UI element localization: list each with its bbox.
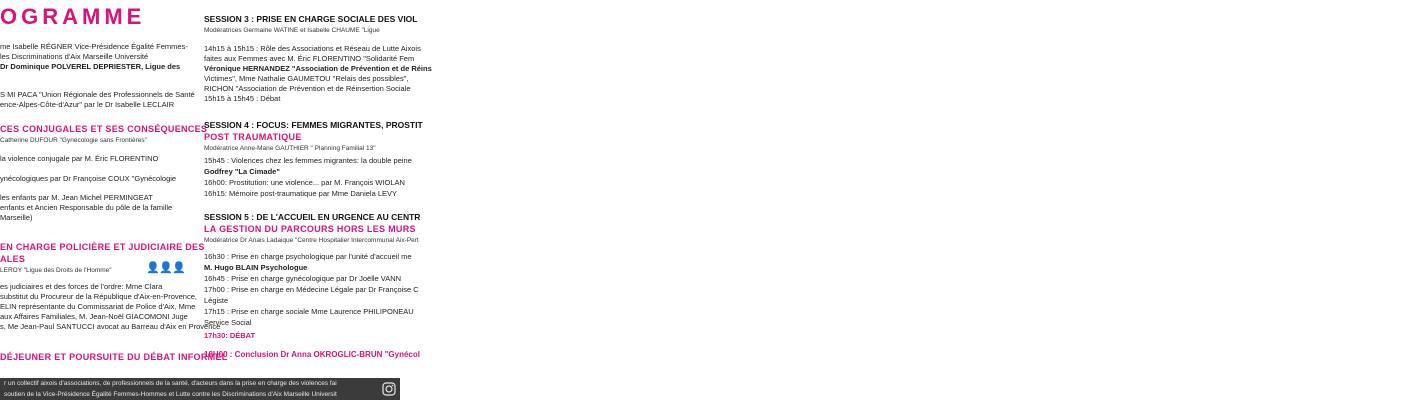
right-column [204, 0, 432, 378]
moderator-text: LEROY "Ligue des Droits de l'Homme" [0, 267, 112, 274]
list-item: Marseille) [0, 213, 33, 222]
list-item: faites aux Femmes avec M. Éric FLORENTINO "Solidarité Fem [204, 54, 415, 63]
section-heading: EN CHARGE POLICIÈRE ET JUDICIAIRE DES [0, 242, 205, 252]
person-icon: 👤 [172, 262, 186, 274]
list-item: ynécologiques par Dr Françoise COUX "Gynécologie [0, 174, 177, 183]
section-heading: CES CONJUGALES ET SES CONSÉQUENCES [0, 124, 208, 134]
list-item: 16h30 : Prise en charge psychologique par l'unité d'accueil me [204, 252, 412, 261]
list-item: Dr Dominique POLVEREL DEPRIESTER, Ligue des [0, 62, 181, 71]
list-item: 17h00 : Prise en charge en Médecine Légale par Dr Françoise C [204, 285, 419, 294]
list-item: S MI PACA "Union Régionale des Professionnels de Santé [0, 90, 195, 99]
list-item: ELIN représentante du Commissariat de Police d'Aix, Mme [0, 302, 196, 311]
moderator-text: Modératrice Anne-Marie GAUTHIER " Planning Familial 13" [204, 145, 376, 152]
list-item: les enfants par M. Jean Michel PERMINGEAT [0, 193, 153, 202]
list-item: 16h15: Mémoire post-traumatique par Mme Daniela LEVY [204, 189, 398, 198]
person-icon: 👤 [159, 262, 173, 274]
list-item: la violence conjugale par M. Éric FLORENTINO [0, 154, 159, 163]
page-title: OGRAMME [0, 4, 146, 29]
session-heading: POST TRAUMATIQUE [204, 132, 302, 142]
footer-bar [0, 378, 400, 400]
list-item: aux Affaires Familiales, M. Jean-Noël GIACOMONI Juge [0, 312, 188, 321]
list-item: Service Social [204, 318, 252, 327]
list-item: ence-Alpes-Côte-d'Azur" par le Dr Isabelle LECLAIR [0, 100, 175, 109]
list-item: RICHON "Association de Prévention et de Réinsertion Sociale [204, 84, 411, 93]
footer-line: r un collectif aixois d'associations, de professionnels de la santé, d'acteurs dans la prise en charge des violences fai [4, 380, 337, 387]
list-item: les Discriminations d'Aix Marseille Université [0, 52, 149, 61]
section-heading: ALES [0, 254, 26, 264]
session-heading: SESSION 3 : PRISE EN CHARGE SOCIALE DES VIOL [204, 14, 418, 24]
moderator-text: Catherine DUFOUR "Gynécologie sans Frontières" [0, 137, 147, 144]
list-item: 16h45 : Prise en charge gynécologique par Dr Joëlle VANN [204, 274, 402, 283]
list-item: 18H00 : Conclusion Dr Anna OKROGLIC-BRUN "Gynécol [204, 350, 420, 359]
person-icon: 👤 [146, 262, 160, 274]
list-item: 16h00: Prostitution: une violence... par M. François WIOLAN [204, 178, 405, 187]
list-item: Godfrey "La Cimade" [204, 167, 280, 176]
instagram-icon [382, 382, 396, 396]
list-item: 15h15 à 15h45 : Débat [204, 94, 281, 103]
list-item: substitut du Procureur de la République d'Aix-en-Provence, [0, 292, 197, 301]
session-heading: SESSION 5 : DE L'ACCUEIL EN URGENCE AU CENTR [204, 212, 421, 222]
list-item: s, Me Jean-Paul SANTUCCI avocat au Barreau d'Aix en Provence [0, 322, 221, 331]
moderator-text: Modératrice Dr Anais Ladaique "Centre Hospitalier Intercommunal Aix-Pert [204, 237, 419, 244]
list-item: Légiste [204, 296, 229, 305]
list-item: enfants et Ancien Responsable du pôle de la famille [0, 203, 173, 212]
footer-line: soutien de la Vice-Présidence Égalité Femmes-Hommes et Lutte contre les Discriminations d'Aix Marseille Universit [4, 391, 337, 398]
list-item: Véronique HERNANDEZ "Association de Prévention et de Réins [204, 64, 432, 73]
moderator-text: Modératrices Germaine WATINE et Isabelle CHAUME "Ligue [204, 27, 380, 34]
list-item: 17h30: DÉBAT [204, 331, 256, 340]
session-heading: LA GESTION DU PARCOURS HORS LES MURS [204, 224, 416, 234]
session-heading: SESSION 4 : FOCUS: FEMMES MIGRANTES, PROSTIT [204, 120, 423, 130]
list-item: M. Hugo BLAIN Psychologue [204, 263, 308, 272]
list-item: 14h15 à 15h15 : Rôle des Associations et Réseau de Lutte Aixois [204, 44, 421, 53]
list-item: Victimes", Mme Nathalie GAUMETOU "Relais des possibles", [204, 74, 409, 83]
section-heading: DÉJEUNER ET POURSUITE DU DÉBAT INFORMEL [0, 352, 228, 362]
list-item: 15h45 : Violences chez les femmes migrantes: la double peine [204, 156, 412, 165]
list-item: 17h15 : Prise en charge sociale Mme Laurence PHILIPONEAU [204, 307, 414, 316]
list-item: es judiciaires et des forces de l'ordre: Mme Clara [0, 282, 163, 291]
people-icon-group [146, 258, 186, 272]
list-item: me Isabelle RÉGNER Vice-Présidence Égalité Femmes- [0, 42, 188, 51]
